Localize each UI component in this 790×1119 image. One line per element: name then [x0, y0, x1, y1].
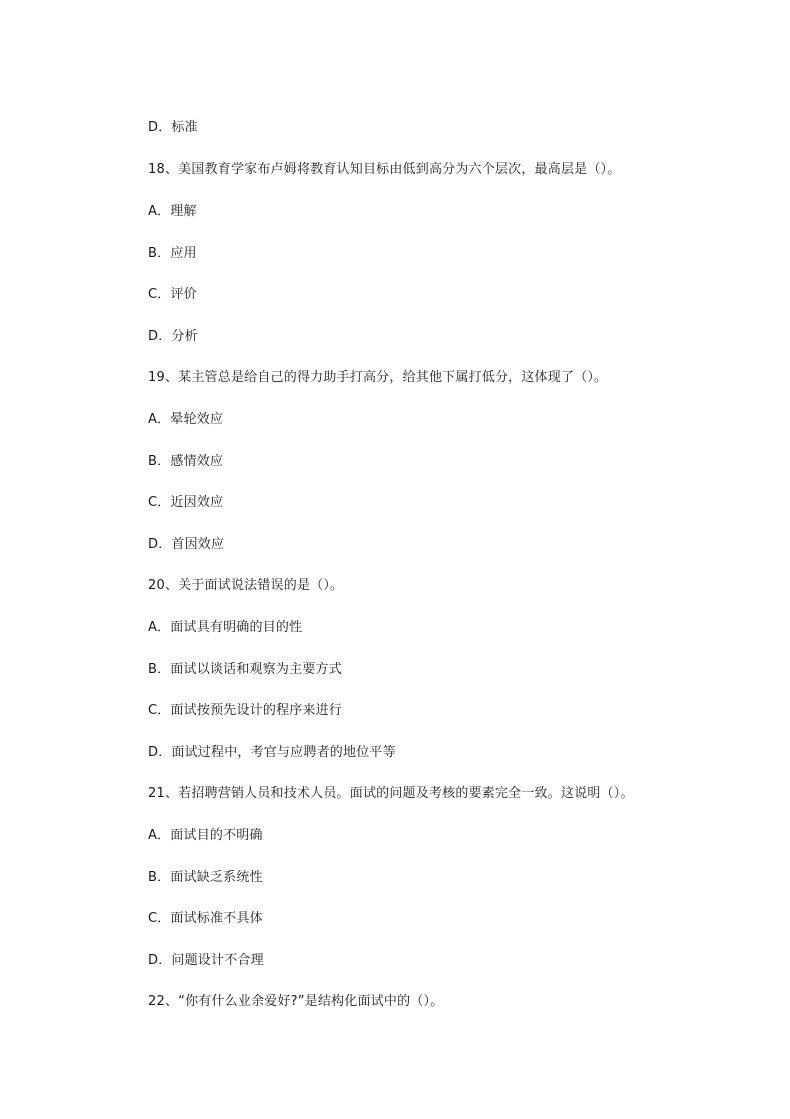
option-18-a: A．理解: [148, 204, 197, 219]
option-18-d: D．分析: [148, 329, 198, 344]
option-20-d: D．面试过程中，考官与应聘者的地位平等: [148, 745, 396, 760]
option-20-c: C．面试按预先设计的程序来进行: [148, 703, 343, 718]
option-20-b: B．面试以谈话和观察为主要方式: [148, 662, 342, 677]
option-17-d: D．标准: [148, 120, 198, 135]
question-18: 18、美国教育学家布卢姆将教育认知目标由低到高分为六个层次，最高层是（）。: [148, 162, 621, 177]
option-21-b: B．面试缺乏系统性: [148, 870, 263, 885]
option-21-c: C．面试标准不具体: [148, 911, 263, 926]
option-19-b: B．感情效应: [148, 454, 224, 469]
question-22: 22、“你有什么业余爱好?”是结构化面试中的（）。: [148, 994, 444, 1009]
option-19-c: C．近因效应: [148, 495, 224, 510]
option-21-a: A．面试目的不明确: [148, 828, 263, 843]
question-20: 20、关于面试说法错误的是（）。: [148, 578, 344, 593]
option-21-d: D．问题设计不合理: [148, 953, 264, 968]
question-21: 21、若招聘营销人员和技术人员。面试的问题及考核的要素完全一致。这说明（）。: [148, 786, 634, 801]
option-18-b: B．应用: [148, 246, 197, 261]
option-19-d: D．首因效应: [148, 537, 225, 552]
option-18-c: C．评价: [148, 287, 197, 302]
option-19-a: A．晕轮效应: [148, 412, 224, 427]
option-20-a: A．面试具有明确的目的性: [148, 620, 303, 635]
question-19: 19、某主管总是给自己的得力助手打高分，给其他下属打低分，这体现了（）。: [148, 370, 608, 385]
